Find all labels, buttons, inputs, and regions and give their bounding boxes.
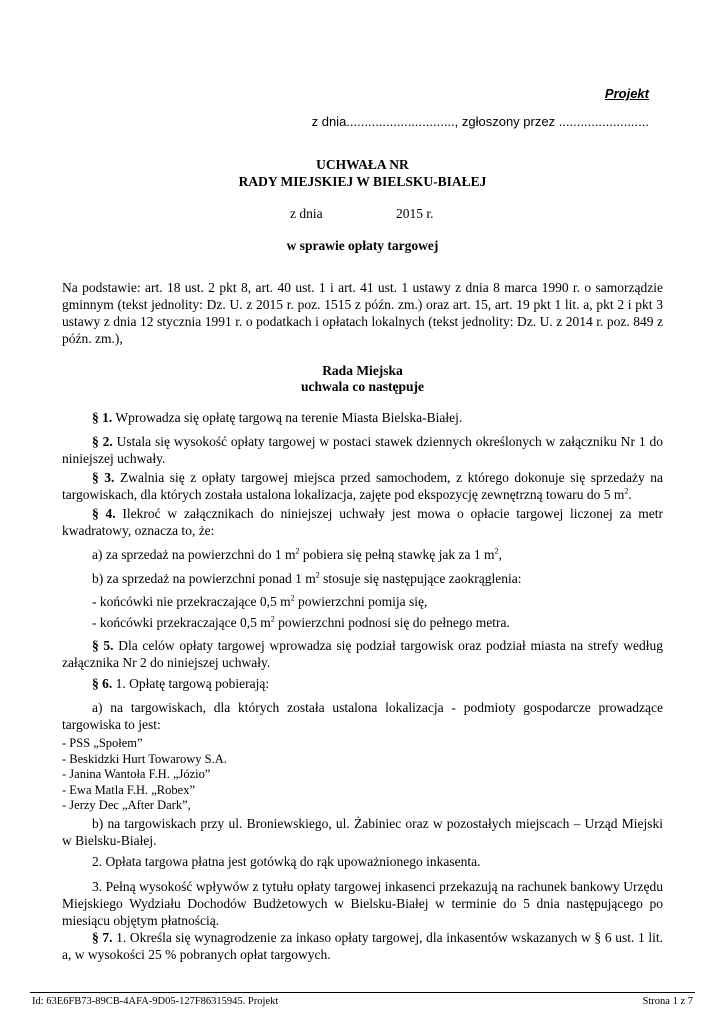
list-item: - PSS „Społem” [62,736,143,750]
section-number: § 2. [92,434,113,449]
section-number: § 4. [92,506,116,521]
document-id: Id: 63E6FB73-89CB-4AFA-9D05-127F86315945. Projekt [32,996,279,1007]
section-number: § 3. [92,470,115,485]
footer-divider [30,992,695,993]
text: powierzchni pomija się, [294,594,428,609]
list-item: - Ewa Matla F.H. „Robex” [62,782,195,797]
section-text-end: . [628,487,632,502]
text: , [498,547,502,562]
operators-list [62,736,227,814]
section-text: Zwalnia się z opłaty targowej miejsca przed samochodem, z którego dokonuje się sprzedaży na targowiskach, dla których została ustalona lokalizacja, zajęte pod ekspozycję zewnętrzną towaru do 5 m [62,470,663,502]
section-4-c [62,593,663,610]
text: b) za sprzedaż na powierzchni ponad 1 m [92,571,316,586]
section-1 [62,409,663,426]
page-number: Strona 1 z 7 [642,996,693,1007]
resolution-subject: w sprawie opłaty targowej [286,238,439,253]
date-label: z dnia [290,206,323,221]
date-year: 2015 r. [396,206,434,221]
section-6-a: a) na targowiskach, dla których została ustalona lokalizacja - podmioty gospodarcze prowadzące targowiska to jest: [62,700,663,732]
section-6 [62,675,663,692]
section-text: Ilekroć w załącznikach do niniejszej uchwały jest mowa o opłacie targowej liczonej za metr kwadratowy, oznacza to, że: [62,506,664,538]
section-number: § 5. [92,638,114,653]
text: a) za sprzedaż na powierzchni do 1 m [92,547,296,562]
superscript: 2 [295,546,300,556]
draft-label: Projekt [604,86,649,101]
section-4-d [62,614,663,631]
superscript: 2 [290,593,295,603]
section-3 [62,469,663,503]
section-text: 1. Określa się wynagrodzenie za inkaso opłaty targowej, dla inkasentów wskazanych w § 6 ust. 1 lit. a, w wysokości 25 % pobranych opłat targowych. [62,930,663,962]
text: - końcówki nie przekraczające 0,5 m [92,594,291,609]
section-text: Ustala się wysokość opłaty targowej w postaci stawek dziennych określonych w załączniku Nr 1 do niniejszej uchwały. [62,434,664,466]
section-6-2: 2. Opłata targowa płatna jest gotówką do rąk upoważnionego inkasenta. [92,854,481,869]
section-6-3: 3. Pełną wysokość wpływów z tytułu opłaty targowej inkasenci przekazują na rachunek bankowy Urzędu Miejskiego Wydziału Dochodów Budżetowych w Bielsku-Białej w terminie do 5 dnia następującego po miesiącu objętym płatnością. [62,879,663,928]
council-name: RADY MIEJSKIEJ W BIELSKU-BIAŁEJ [238,174,487,189]
section-number: § 6. [92,676,113,691]
section-6-b: b) na targowiskach przy ul. Broniewskiego, ul. Żabiniec oraz w pozostałych miejscach – Urząd Miejski w Bielsku-Białej. [62,816,663,848]
section-text: 1. Opłatę targową pobierają: [112,676,270,691]
section-4 [62,505,663,539]
section-number: § 7. [92,930,113,945]
text: stosuje się następujące zaokrąglenia: [319,571,522,586]
text: pobiera się pełną stawkę jak za 1 m [299,547,495,562]
list-item: - Janina Wantoła F.H. „Józio” [62,767,211,781]
resolves-heading: uchwala co następuje [300,379,424,394]
text: powierzchni podnosi się do pełnego metra. [274,615,510,630]
superscript: 2 [315,570,320,580]
section-2 [62,433,663,467]
submission-line: z dnia.............................., zgłoszony przez ......................... [311,114,649,129]
section-text: Wprowadza się opłatę targową na terenie Miasta Bielska-Białej. [112,410,463,425]
preamble: Na podstawie: art. 18 ust. 2 pkt 8, art. 40 ust. 1 i art. 41 ust. 1 ustawy z dnia 8 marca 1990 r. o samorządzie gminnym (tekst jednolity: Dz. U. z 2015 r. poz. 1515 z późn. zm.) oraz art. 15, art. 19 pkt 1 lit. a, pkt 2 i pkt 3 ustawy z dnia 12 stycznia 1991 r. o podatkach i opłatach lokalnych (tekst jednolity: Dz. U. z 2014 r. poz. 849 z późn. zm.), [62,280,663,346]
section-4-b [62,570,663,587]
list-item: - Beskidzki Hurt Towarowy S.A. [62,751,227,766]
superscript: 2 [270,614,275,624]
section-4-a [62,546,663,563]
section-text: Dla celów opłaty targowej wprowadza się podział targowisk oraz podział miasta na strefy według załącznika Nr 2 do niniejszej uchwały. [62,638,663,670]
list-item: - Jerzy Dec „After Dark”, [62,798,191,812]
superscript: 2 [494,546,499,556]
superscript: 2 [624,486,629,496]
section-number: § 1. [92,410,113,425]
resolution-title: UCHWAŁA NR [316,157,409,172]
section-7 [62,929,663,963]
section-5 [62,637,663,671]
text: - końcówki przekraczające 0,5 m [92,615,271,630]
council-heading: Rada Miejska [322,363,403,378]
